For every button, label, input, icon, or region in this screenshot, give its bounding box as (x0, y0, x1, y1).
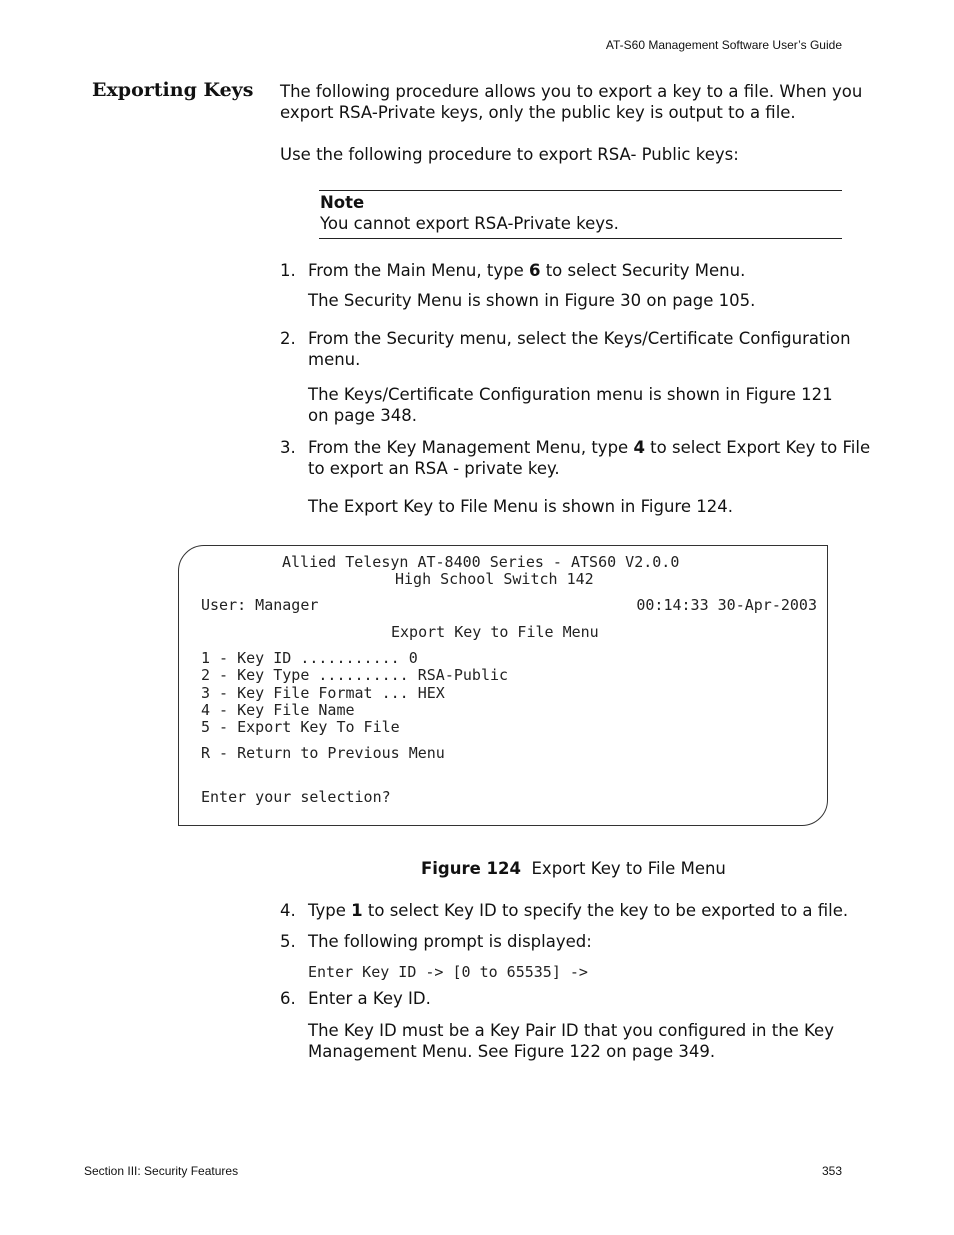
running-header: AT-S60 Management Software User’s Guide (605, 38, 842, 52)
terminal-screen (178, 545, 828, 826)
terminal-menu-item: 4 - Key File Name (201, 701, 355, 719)
step-6-number: 6. (280, 989, 296, 1008)
step-4-text: Type 1 to select Key ID to specify the key to be exported to a file. (308, 901, 849, 920)
note-text: You cannot export RSA-Private keys. (320, 214, 619, 233)
section-title: Exporting Keys (92, 79, 254, 101)
note-title: Note (320, 193, 365, 212)
terminal-title-line: Allied Telesyn AT-8400 Series - ATS60 V2.0.0 (282, 553, 680, 571)
figure-caption-text: Export Key to File Menu (531, 859, 726, 878)
terminal-menu-item: 2 - Key Type .......... RSA-Public (201, 666, 509, 684)
terminal-switch-name: High School Switch 142 (395, 570, 594, 588)
step-5-prompt: Enter Key ID -> [0 to 65535] -> (308, 963, 588, 981)
terminal-menu-title: Export Key to File Menu (391, 623, 599, 641)
step-3-number: 3. (280, 438, 296, 457)
intro-paragraph-2: Use the following procedure to export RSA- Public keys: (280, 145, 739, 164)
step-5-number: 5. (280, 932, 296, 951)
figure-label: Figure 124 (421, 859, 521, 878)
step-5-text: The following prompt is displayed: (308, 932, 592, 951)
footer-section: Section III: Security Features (84, 1164, 239, 1178)
step-2-sub: The Keys/Certificate Configuration menu is shown in Figure 121 on page 348. (308, 385, 833, 425)
step-2-number: 2. (280, 329, 296, 348)
terminal-timestamp: 00:14:33 30-Apr-2003 (636, 596, 817, 614)
terminal-menu-item: 3 - Key File Format ... HEX (201, 684, 445, 702)
step-1-sub: The Security Menu is shown in Figure 30 on page 105. (308, 291, 756, 310)
step-2-text: From the Security menu, select the Keys/Certificate Configuration menu. (308, 329, 851, 369)
intro-line-1: The following procedure allows you to export a key to a file. When you (280, 82, 863, 101)
step-6-text: Enter a Key ID. (308, 989, 431, 1008)
step-3-text: From the Key Management Menu, type 4 to select Export Key to File to export an RSA - private key. (308, 438, 871, 478)
step-1-number: 1. (280, 261, 296, 280)
step-4-number: 4. (280, 901, 296, 920)
page-number: 353 (821, 1164, 842, 1178)
step-6-sub: The Key ID must be a Key Pair ID that you configured in the Key Management Menu. See Figure 122 on page 349. (308, 1021, 834, 1061)
figure-caption (421, 859, 726, 878)
step-3-sub: The Export Key to File Menu is shown in Figure 124. (308, 497, 733, 516)
terminal-return-item: R - Return to Previous Menu (201, 744, 445, 762)
terminal-menu-item: 5 - Export Key To File (201, 718, 400, 736)
terminal-user: User: Manager (201, 596, 319, 614)
step-1-text: From the Main Menu, type 6 to select Security Menu. (308, 261, 746, 280)
terminal-prompt: Enter your selection? (201, 788, 391, 806)
intro-line-2: export RSA-Private keys, only the public key is output to a file. (280, 103, 796, 122)
terminal-menu-item: 1 - Key ID ........... 0 (201, 649, 418, 667)
note-box (319, 190, 842, 239)
intro-paragraph (280, 81, 862, 123)
